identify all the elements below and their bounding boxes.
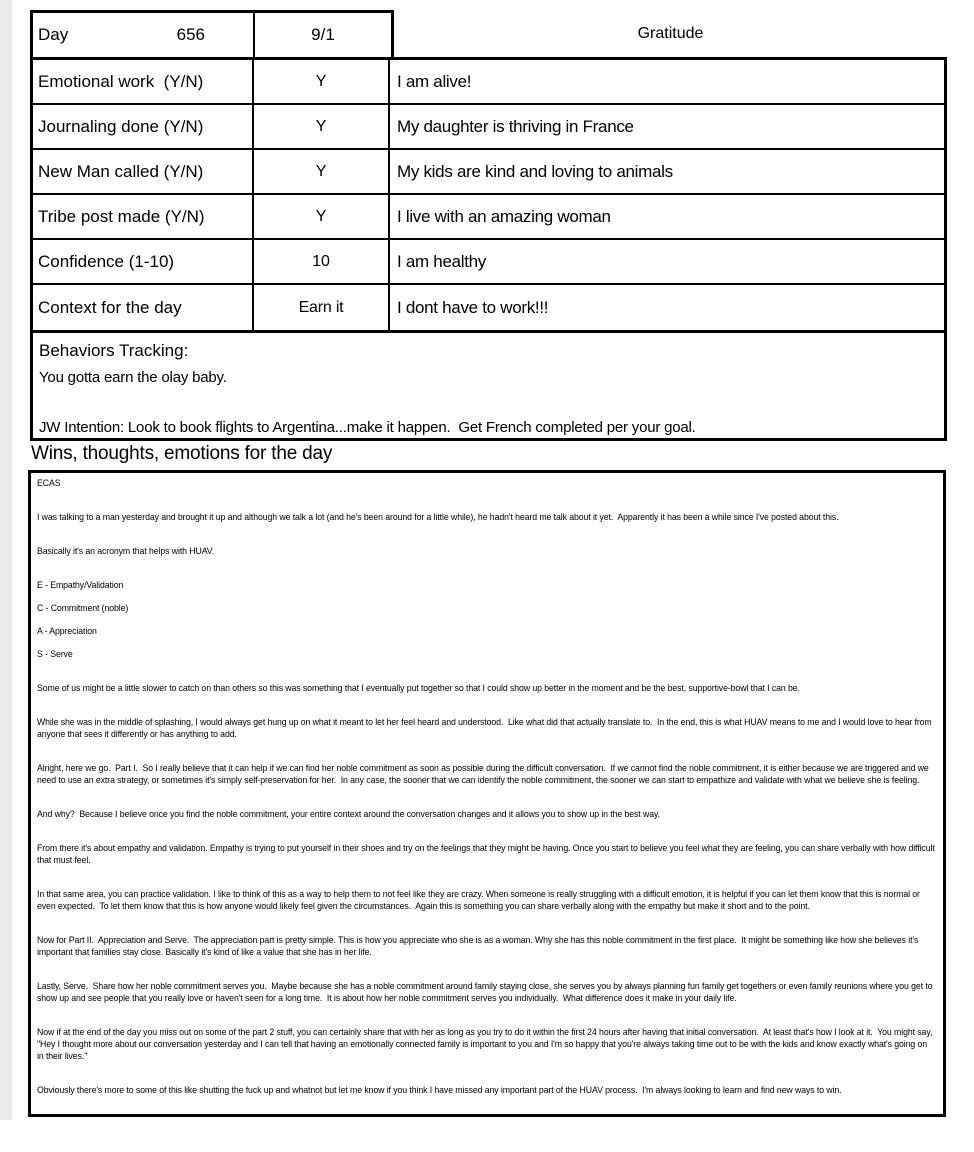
wins-paragraph: ECAS — [37, 478, 61, 489]
tracker-table — [30, 57, 947, 333]
wins-paragraph: C - Commitment (noble) — [37, 603, 129, 614]
date-cell — [255, 13, 391, 57]
gratitude-column-header — [394, 10, 947, 57]
behaviors-note: You gotta earn the olay baby. — [39, 369, 227, 386]
row-gratitude-cell: I am healthy — [397, 251, 487, 271]
tracker-row — [33, 150, 944, 195]
wins-paragraph: Now for Part II. Appreciation and Serve. The appreciation part is pretty simple. This is how you appreciate who she is as a woman. Why she has this noble commitment in the first place. It might be something like how she believes it's important that families stay close. Basically it's kind of like a value that she has in her life. — [37, 935, 921, 958]
jw-intention-line: JW Intention: Look to book flights to Argentina...make it happen. Get French completed per your goal. — [39, 419, 696, 436]
row-gratitude-cell: My kids are kind and loving to animals — [397, 161, 673, 181]
wins-paragraph: Some of us might be a little slower to catch on than others so this was something that I eventually put together so that I could show up better in the moment and be the best, supportive-bowl that I can be. — [37, 683, 800, 694]
row-label-cell: Journaling done (Y/N) — [33, 105, 254, 148]
row-gratitude-cell: I live with an amazing woman — [397, 206, 611, 226]
row-label-cell: Confidence (1-10) — [33, 240, 254, 283]
row-value-cell: Y — [254, 195, 390, 238]
behaviors-title: Behaviors Tracking: — [39, 341, 189, 360]
wins-paragraph: A - Appreciation — [37, 626, 97, 637]
row-label-cell: Emotional work (Y/N) — [33, 60, 254, 103]
wins-paragraph: S - Serve — [37, 649, 73, 660]
wins-paragraph: And why? Because I believe once you find the noble commitment, your entire context around the conversation changes and it allows you to show up in the best way. — [37, 809, 660, 820]
wins-paragraph: I was talking to a man yesterday and brought it up and although we talk a lot (and he's been around for a little while), he hadn't heard me talk about it yet. Apparently it has been a while since I've posted about this. — [37, 512, 839, 523]
wins-box — [28, 470, 946, 1117]
wins-paragraph: Now if at the end of the day you miss out on some of the part 2 stuff, you can certainly share that with her as long as you try to do it within the first 24 hours after having that initial conversation. At least that's how I look at it. You might say, "Hey I thought more about our conversation yesterday and I can tell that having an emotionally connected family is important to you and I'm so happy that you're always taking time out to be with the kids and know exactly what's going on in their lives." — [37, 1027, 935, 1062]
tracker-row — [33, 60, 944, 105]
day-label: Day — [38, 25, 69, 44]
row-value-cell: 10 — [254, 240, 390, 283]
wins-paragraph: From there it's about empathy and validation. Empathy is trying to put yourself in their shoes and try on the feelings that they might be having. Once you start to believe you feel what they are feeling, you can share verbally with how difficult that must feel. — [37, 843, 938, 866]
wins-paragraph: Basically it's an acronym that helps with HUAV. — [37, 546, 215, 557]
wins-section-title: Wins, thoughts, emotions for the day — [31, 443, 333, 464]
tracker-row — [33, 240, 944, 285]
date-value: 9/1 — [311, 25, 335, 44]
wins-paragraph: In that same area, you can practice validation. I like to think of this as a way to help them to not feel like they are crazy. When someone is really struggling with a difficult emotion, it is helpful if you can let them know that this is normal or even expected. To let them know that this is how anyone would likely feel given the circumstances. Again this is something you can share verbally along with the empathy but make it short and to the point. — [37, 889, 923, 912]
wins-paragraph: Lastly, Serve. Share how her noble commitment serves you. Maybe because she has a noble commitment around family staying close, she serves you by always planning fun family get togethers or even family reunions where you get to show up and see people that you really love or haven't seen for a long time. It is about how her noble commitment serves you individually. What difference does it make in your daily life. — [37, 981, 935, 1004]
page-margin-strip — [0, 0, 12, 1120]
tracker-row — [33, 285, 944, 330]
day-value: 656 — [176, 25, 205, 44]
tracker-header-row — [30, 10, 394, 57]
row-label-cell: Tribe post made (Y/N) — [33, 195, 254, 238]
wins-body — [37, 478, 938, 1097]
row-value-cell: Earn it — [254, 285, 390, 330]
gratitude-header-label: Gratitude — [637, 24, 704, 42]
day-cell — [33, 13, 255, 57]
row-gratitude-cell: I am alive! — [397, 71, 472, 91]
row-gratitude-cell: My daughter is thriving in France — [397, 116, 634, 136]
row-value-cell: Y — [254, 60, 390, 103]
tracker-row — [33, 195, 944, 240]
row-gratitude-cell: I dont have to work!!! — [397, 297, 549, 317]
wins-paragraph: Obviously there's more to some of this like shutting the fuck up and whatnot but let me know if you think I have missed any important part of the HUAV process. I'm always looking to learn and find new ways to win. — [37, 1085, 842, 1096]
behaviors-box — [30, 333, 947, 441]
wins-paragraph: Alright, here we go. Part I. So I really believe that it can help if we can find her noble commitment as soon as possible during the difficult conversation. If we cannot find the noble commitment, it is either because we are triggered and we need to use an extra strategy, or sometimes it's simply self-preservation for her. In any case, the sooner that we can identify the noble commitment, the sooner we can start to empathize and validate with what we believe she is feeling. — [37, 763, 932, 786]
tracker-row — [33, 105, 944, 150]
row-value-cell: Y — [254, 150, 390, 193]
row-label-cell: Context for the day — [33, 285, 254, 330]
row-label-cell: New Man called (Y/N) — [33, 150, 254, 193]
wins-paragraph: E - Empathy/Validation — [37, 580, 124, 591]
wins-paragraph: While she was in the middle of splashing, I would always get hung up on what it meant to let her feel heard and understood. Like what did that actually translate to. In the end, this is what HUAV means to me and I would love to hear from anyone that sees it differently or has anything to add. — [37, 717, 934, 740]
row-value-cell: Y — [254, 105, 390, 148]
